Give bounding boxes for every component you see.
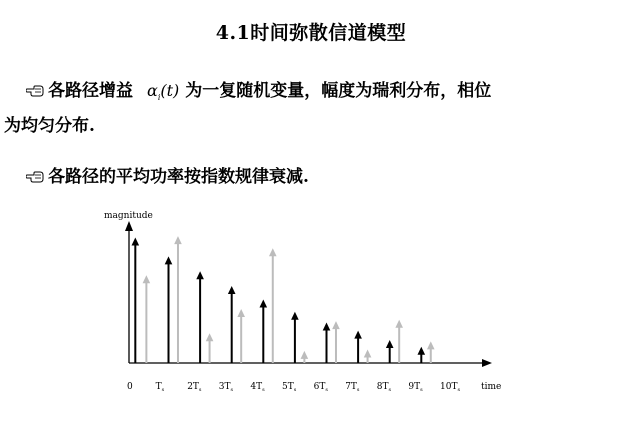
impulse-arrowhead — [165, 256, 173, 264]
impulse-arrowhead — [364, 350, 372, 358]
formula-argument: (t) — [160, 81, 180, 100]
impulse-arrowhead — [237, 309, 245, 317]
y-axis-label: magnitude — [104, 211, 153, 221]
bullet-2-text: 各路径的平均功率按指数规律衰减. — [48, 167, 309, 187]
impulse-arrowhead — [418, 347, 426, 355]
formula-subscript: i — [157, 93, 161, 103]
impulse-arrowhead — [332, 321, 340, 329]
bullet-1-text-after: 为一复随机变量，幅度为瑞利分布，相位 — [185, 81, 492, 101]
impulse-arrowhead — [291, 312, 299, 320]
bullet-1-text-before: 各路径增益 — [48, 81, 133, 101]
x-tick-label: $10T_s$ — [440, 382, 461, 393]
slide-title: 4.1时间弥散信道模型 — [215, 22, 407, 44]
impulse-arrowhead — [354, 331, 362, 339]
impulse-arrowhead — [386, 340, 394, 348]
y-axis-arrow — [125, 221, 133, 231]
x-tick-label: $4T_s$ — [250, 382, 265, 393]
x-tick-label: $6T_s$ — [313, 382, 328, 393]
impulse-arrowhead — [196, 271, 204, 279]
impulse-arrowhead — [427, 341, 435, 349]
x-tick-label: $5T_s$ — [282, 382, 297, 393]
formula-symbol: α — [147, 81, 158, 100]
x-tick-label: $T_s$ — [155, 382, 165, 393]
x-tick-label: $3T_s$ — [218, 382, 234, 393]
x-tick-label: 0 — [127, 382, 133, 392]
x-axis-label: time — [481, 382, 502, 392]
impulse-arrowhead — [206, 333, 214, 341]
bullet-1-continuation: 为均匀分布. — [4, 116, 95, 137]
x-tick-label: $9T_s$ — [408, 382, 423, 393]
impulse-arrowhead — [174, 236, 182, 244]
impulse-arrowhead — [301, 351, 309, 359]
x-tick-label: $7T_s$ — [345, 382, 360, 393]
x-axis-arrow — [482, 359, 492, 367]
impulse-arrowhead — [323, 323, 331, 331]
x-tick-label: $8T_s$ — [376, 382, 392, 393]
impulse-arrowhead — [269, 248, 277, 256]
x-tick-label: $2T_s$ — [187, 382, 202, 393]
impulse-arrowhead — [228, 286, 236, 294]
impulse-arrowhead — [260, 300, 268, 308]
impulse-arrowhead — [132, 237, 140, 245]
impulse-arrowhead — [143, 275, 151, 283]
impulse-arrowhead — [395, 320, 403, 328]
